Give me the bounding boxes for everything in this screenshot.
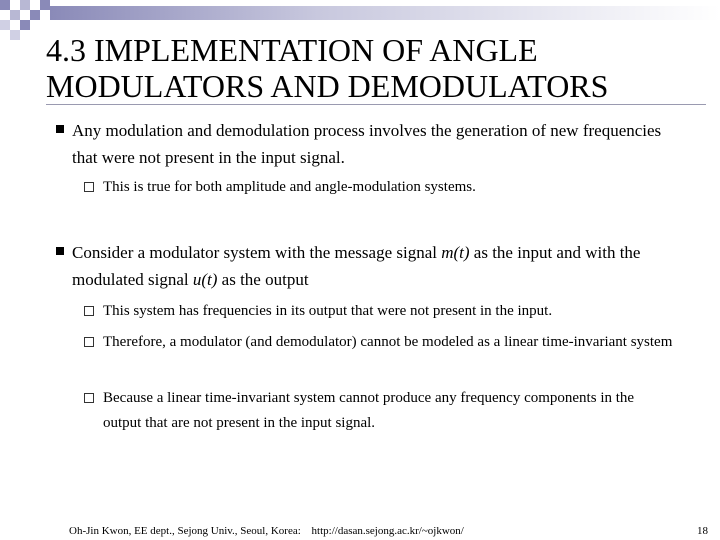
math-u-of-t: u(t): [192, 270, 218, 289]
hollow-square-bullet-icon: [84, 337, 94, 347]
title-divider: [46, 104, 706, 105]
footer-url: http://dasan.sejong.ac.kr/~ojkwon/: [311, 525, 464, 537]
sub-bullet-2-1: [84, 299, 674, 324]
footer-author: Oh-Jin Kwon, EE dept., Sejong Univ., Seoul, Korea:: [69, 525, 301, 537]
sub-bullet-1-1: [84, 175, 674, 200]
sub-bullet-2-2: [84, 330, 674, 355]
bullet-1-text: Any modulation and demodulation process involves the generation of new frequencies that were not present in the input signal.: [72, 121, 662, 167]
bullet-1: [56, 117, 676, 171]
hollow-square-bullet-icon: [84, 182, 94, 192]
square-bullet-icon: [56, 125, 64, 133]
footer: [69, 524, 472, 538]
top-gradient-bar: [50, 6, 720, 20]
hollow-square-bullet-icon: [84, 393, 94, 403]
square-bullet-icon: [56, 247, 64, 255]
bullet-2: [56, 239, 676, 293]
page-number: 18: [697, 525, 708, 537]
math-m-of-t: m(t): [441, 243, 470, 262]
sub-bullet-2-1-text: This system has frequencies in its output that were not present in the input.: [103, 303, 553, 319]
hollow-square-bullet-icon: [84, 306, 94, 316]
sub-bullet-2-3-text: Because a linear time-invariant system cannot produce any frequency components in the output that are not present in the input signal.: [103, 390, 635, 431]
sub-bullet-2-3: [84, 386, 674, 436]
sub-bullet-1-1-text: This is true for both amplitude and angle-modulation systems.: [103, 179, 476, 195]
slide-title: 4.3 IMPLEMENTATION OF ANGLE MODULATORS AND DEMODULATORS: [46, 32, 609, 104]
bullet-2-text: Consider a modulator system with the message signal m(t) as the input and with the modulated signal u(t) as the output: [72, 243, 641, 289]
sub-bullet-2-2-text: Therefore, a modulator (and demodulator) cannot be modeled as a linear time-invariant system: [103, 334, 673, 350]
